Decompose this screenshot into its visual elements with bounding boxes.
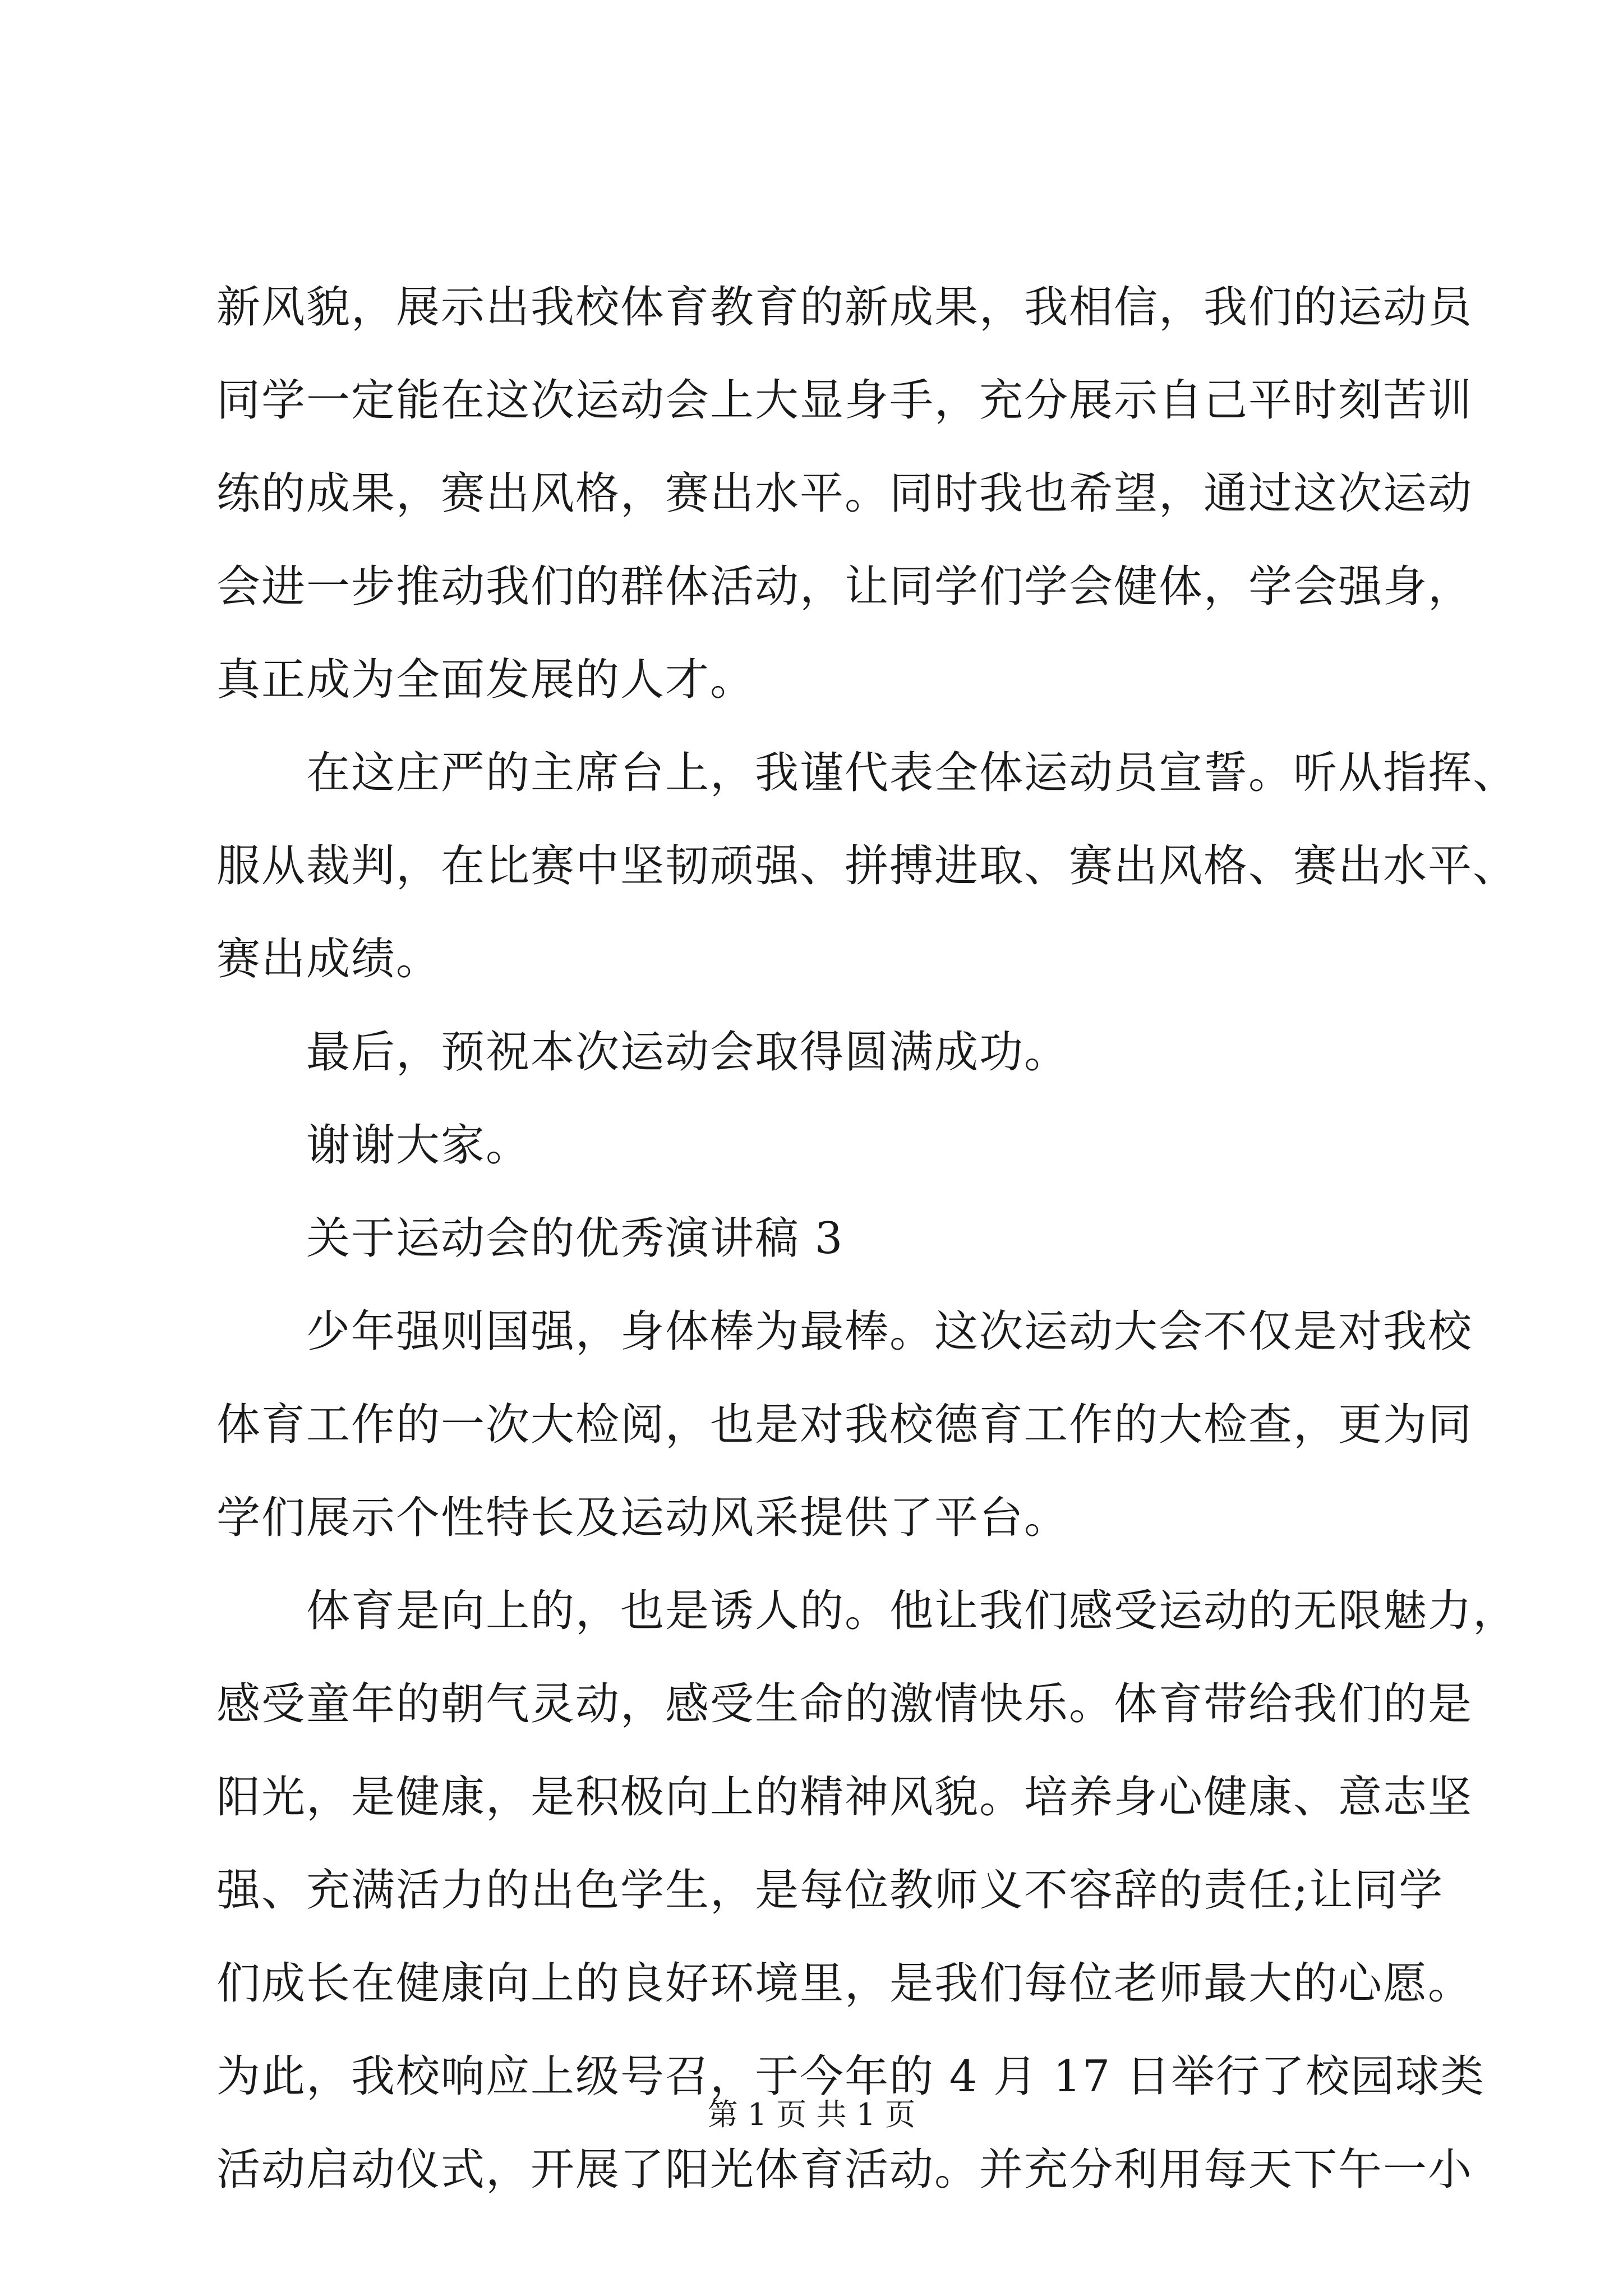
text-line: 阳光，是健康，是积极向上的精神风貌。培养身心健康、意志坚 xyxy=(216,1772,1473,1823)
text-line: 在这庄严的主席台上，我谨代表全体运动员宣誓。听从指挥、 xyxy=(306,748,1518,798)
text-line: 新风貌，展示出我校体育教育的新成果，我相信，我们的运动员 xyxy=(216,282,1473,333)
page-footer xyxy=(0,2095,1623,2134)
text-line: 真正成为全面发展的人才。 xyxy=(216,655,755,705)
text-line: 谢谢大家。 xyxy=(306,1120,531,1171)
text-line: 同学一定能在这次运动会上大显身手，充分展示自己平时刻苦训 xyxy=(216,375,1473,426)
page-number-label: 第 1 页 共 1 页 xyxy=(707,2097,916,2132)
text-line: 体育是向上的，也是诱人的。他让我们感受运动的无限魅力， xyxy=(306,1586,1518,1636)
text-line: 会进一步推动我们的群体活动，让同学们学会健体，学会强身， xyxy=(216,562,1473,612)
text-line: 体育工作的一次大检阅，也是对我校德育工作的大检查，更为同 xyxy=(216,1400,1473,1450)
document-body xyxy=(216,261,1518,2216)
text-line: 感受童年的朝气灵动，感受生命的激情快乐。体育带给我们的是 xyxy=(216,1679,1473,1729)
text-line: 强、充满活力的出色学生，是每位教师义不容辞的责任;让同学 xyxy=(216,1865,1444,1916)
text-line: 服从裁判，在比赛中坚韧顽强、拼搏进取、赛出风格、赛出水平、 xyxy=(216,841,1518,891)
text-line: 最后，预祝本次运动会取得圆满成功。 xyxy=(306,1027,1069,1078)
text-line: 赛出成绩。 xyxy=(216,934,441,984)
text-line: 学们展示个性特长及运动风采提供了平台。 xyxy=(216,1493,1069,1543)
text-line: 为此，我校响应上级号召，于今年的 4 月 17 日举行了校园球类 xyxy=(216,2051,1486,2102)
text-line: 少年强则国强，身体棒为最棒。这次运动大会不仅是对我校 xyxy=(306,1306,1473,1357)
text-line: 活动启动仪式，开展了阳光体育活动。并充分利用每天下午一小 xyxy=(216,2145,1473,2195)
text-line: 们成长在健康向上的良好环境里，是我们每位老师最大的心愿。 xyxy=(216,1958,1473,2009)
text-line: 练的成果，赛出风格，赛出水平。同时我也希望，通过这次运动 xyxy=(216,468,1473,519)
section-heading: 关于运动会的优秀演讲稿 3 xyxy=(306,1213,844,1264)
